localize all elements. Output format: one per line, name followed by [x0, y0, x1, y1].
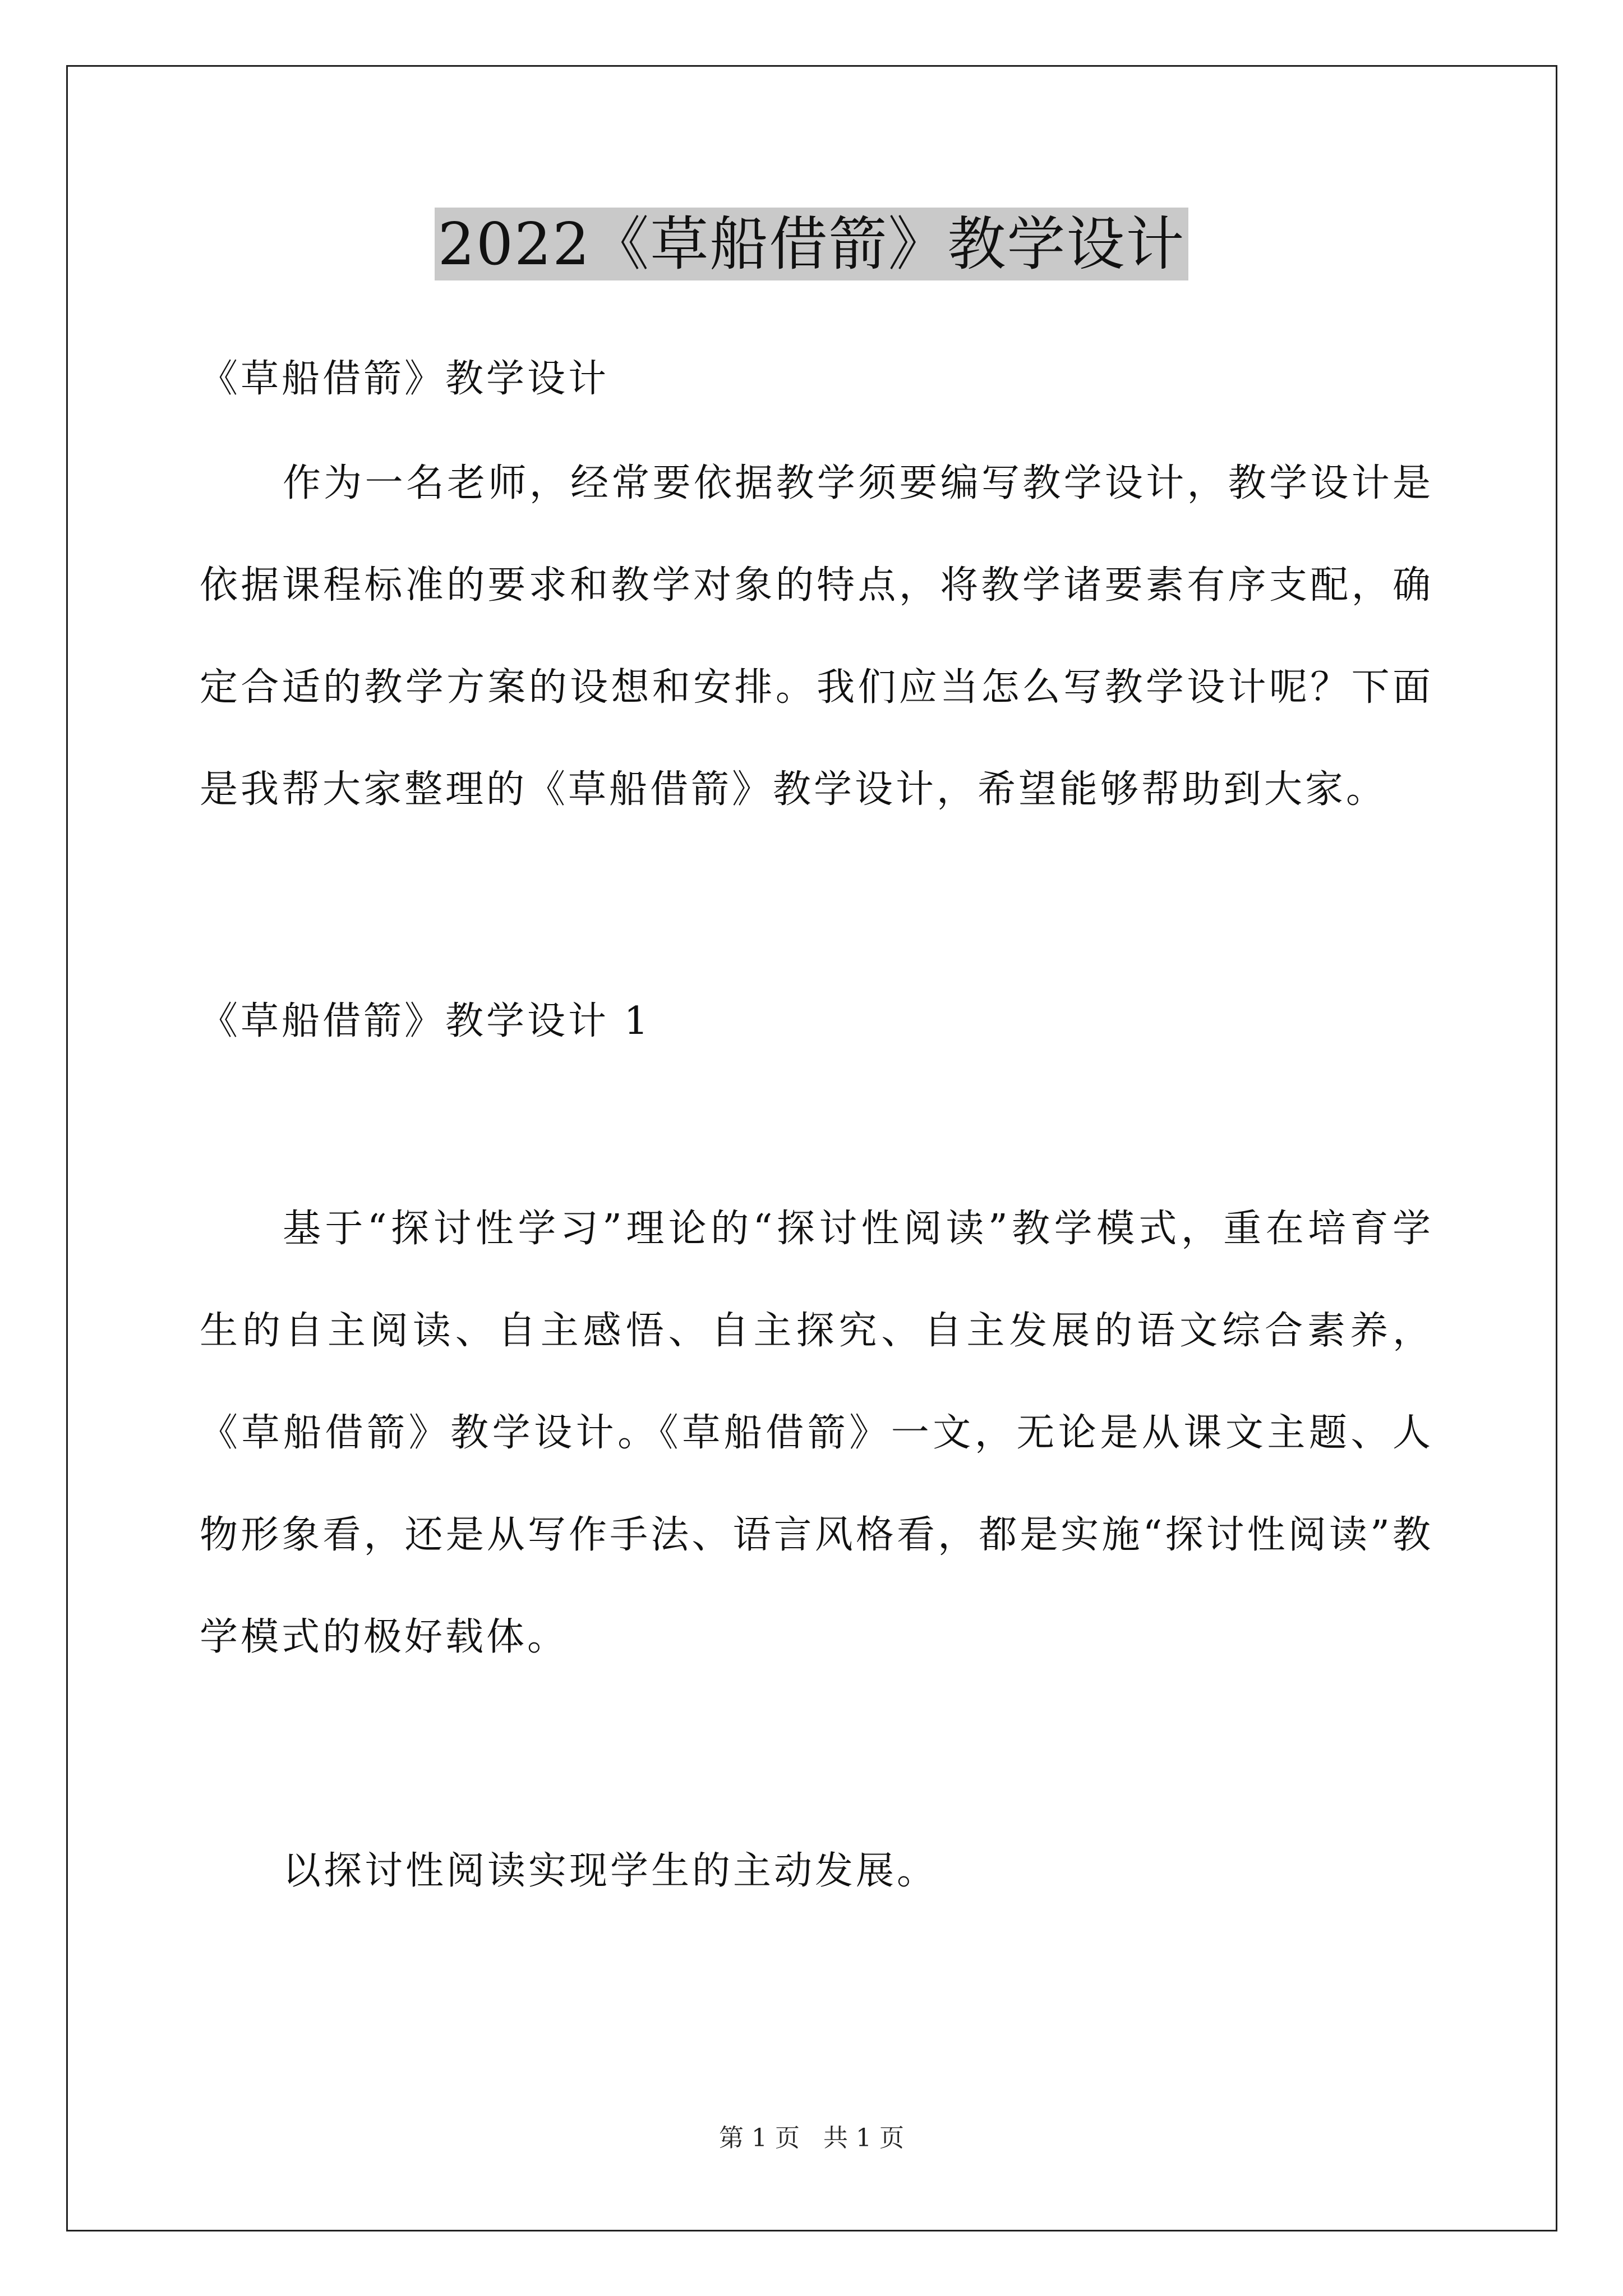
- intro-paragraph: 作为一名老师，经常要依据教学须要编写教学设计，教学设计是依据课程标准的要求和教学对象的特点，将教学诸要素有序支配，确定合适的教学方案的设想和安排。我们应当怎么写教学设计呢？下面是我帮大家整理的《草船借箭》教学设计，希望能够帮助到大家。: [200, 461, 1433, 812]
- section-heading: 《草船借箭》教学设计 1: [200, 999, 651, 1043]
- page-footer: [0, 2118, 1623, 2154]
- body-paragraph-2: 以探讨性阅读实现学生的主动发展。: [283, 1849, 938, 1893]
- page-number-total: 共 1 页: [823, 2124, 904, 2152]
- document-subtitle: 《草船借箭》教学设计: [200, 357, 610, 401]
- document-title: 2022《草船借箭》教学设计: [435, 208, 1189, 280]
- page-number-current: 第 1 页: [719, 2124, 800, 2152]
- title-container: [0, 208, 1623, 280]
- body-paragraph-1: 基于“探讨性学习”理论的“探讨性阅读”教学模式，重在培育学生的自主阅读、自主感悟、自主探究、自主发展的语文综合素养，《草船借箭》教学设计。《草船借箭》一文，无论是从课文主题、人物形象看，还是从写作手法、语言风格看，都是实施“探讨性阅读”教学模式的极好载体。: [200, 1207, 1433, 1659]
